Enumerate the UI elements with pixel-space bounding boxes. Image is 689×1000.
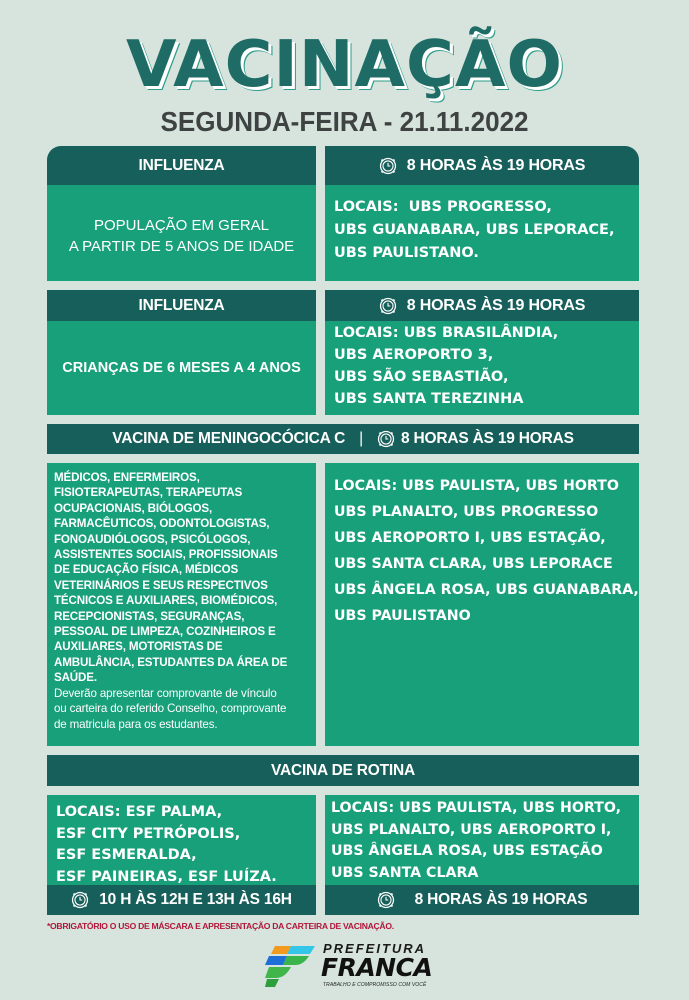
audience-line: FARMACÊUTICOS, ODONTOLOGISTAS, <box>54 517 270 531</box>
date-subtitle: SEGUNDA-FEIRA - 21.11.2022 <box>160 106 529 137</box>
location-line: ESF ESMERALDA, <box>56 847 197 863</box>
locations-label: LOCAIS: <box>334 478 398 494</box>
location-line: UBS PLANALTO, UBS AEROPORTO I, <box>331 821 612 838</box>
influenza-criancas-audience <box>47 321 316 415</box>
audience-line: SAÚDE. <box>54 671 97 685</box>
audience-line: FONOAUDIÓLOGOS, PSICÓLOGOS, <box>54 532 251 546</box>
influenza-criancas-locations <box>325 321 639 415</box>
location-line: ESF PALMA, <box>125 804 223 820</box>
audience-line: AUXILIARES, MOTORISTAS DE <box>54 640 223 654</box>
audience-line: TÉCNICOS E AUXILIARES, BIOMÉDICOS, <box>54 594 278 608</box>
locations-label: LOCAIS: <box>56 804 121 820</box>
influenza-criancas-schedule: 8 HORAS ÀS 19 HORAS <box>406 296 586 314</box>
influenza-geral-schedule: 8 HORAS ÀS 19 HORAS <box>406 156 586 174</box>
note-line: ou carteira do referido Conselho, comprovante <box>54 702 287 716</box>
audience-line: POPULAÇÃO EM GERAL <box>93 217 270 234</box>
rotina-right-locations <box>325 795 639 885</box>
location-line: UBS PAULISTANO <box>334 608 471 624</box>
location-line: UBS AEROPORTO 3, <box>334 347 494 363</box>
note-line: Deverão apresentar comprovante de vínculo <box>54 686 277 700</box>
audience-line: PESSOAL DE LIMPEZA, COZINHEIROS E <box>54 625 276 639</box>
influenza-geral-locations <box>325 185 639 281</box>
location-line: UBS SANTA TEREZINHA <box>334 391 524 407</box>
location-line: UBS PAULISTANO. <box>334 245 479 261</box>
location-line: UBS SANTA CLARA <box>331 864 479 881</box>
rotina-right-schedule: 8 HORAS ÀS 19 HORAS <box>414 891 588 908</box>
location-line: UBS AEROPORTO I, UBS ESTAÇÃO, <box>334 530 606 546</box>
audience-line: A PARTIR DE 5 ANOS DE IDADE <box>68 238 295 255</box>
influenza-geral-title: INFLUENZA <box>138 156 225 174</box>
influenza-criancas-title: INFLUENZA <box>138 296 225 314</box>
location-line: ESF CITY PETRÓPOLIS, <box>56 825 241 842</box>
meningococica-audience <box>47 463 316 746</box>
audience-line: ASSISTENTES SOCIAIS, PROFISSIONAIS <box>54 548 278 562</box>
location-line: UBS SÃO SEBASTIÃO, <box>334 369 509 385</box>
audience-line: DE EDUCAÇÃO FÍSICA, MÉDICOS <box>54 563 239 577</box>
location-line: UBS PROGRESSO, <box>408 199 552 215</box>
audience-line: OCUPACIONAIS, BIÓLOGOS, <box>54 501 213 515</box>
clock-icon <box>377 430 395 448</box>
influenza-geral-audience <box>47 185 316 281</box>
meningococica-note <box>54 686 309 732</box>
audience-line: VETERINÁRIOS E SEUS RESPECTIVOS <box>54 578 268 592</box>
location-line: UBS ÂNGELA ROSA, UBS GUANABARA, <box>334 582 639 598</box>
franca-flag-icon <box>265 942 317 988</box>
audience-line: AMBULÂNCIA, ESTUDANTES DA ÁREA DE <box>54 655 288 669</box>
location-line: UBS GUANABARA, UBS LEPORACE, <box>334 222 615 238</box>
locations-label: LOCAIS: <box>334 325 399 341</box>
location-line: ESF PAINEIRAS, ESF LUÍZA. <box>56 868 277 885</box>
mask-notice: *OBRIGATÓRIO O USO DE MÁSCARA E APRESENTAÇÃO DA CARTEIRA DE VACINAÇÃO. <box>47 921 394 931</box>
location-line: UBS SANTA CLARA, UBS LEPORACE <box>334 556 613 572</box>
logo-line2: FRANCA <box>321 953 433 982</box>
rotina-title-bar <box>47 755 639 786</box>
location-line: UBS PAULISTA, UBS HORTO, <box>399 800 621 816</box>
clock-icon <box>379 297 397 315</box>
clock-icon <box>71 891 89 909</box>
logo-tagline: TRABALHO E COMPROMISSO COM VOCÊ <box>323 982 427 988</box>
rotina-left-schedule: 10 H ÀS 12H E 13H ÀS 16H <box>99 891 292 908</box>
rotina-title: VACINA DE ROTINA <box>270 761 416 779</box>
prefeitura-franca-logo <box>265 940 435 992</box>
meningococica-title-bar <box>47 424 639 454</box>
locations-label: LOCAIS: <box>334 199 399 215</box>
locations-label: LOCAIS: <box>331 800 395 816</box>
rotina-left-schedule-bar <box>47 885 316 915</box>
influenza-criancas-title-bar <box>47 290 316 321</box>
clock-icon <box>379 157 397 175</box>
audience-line: CRIANÇAS DE 6 MESES A 4 ANOS <box>62 360 301 376</box>
meningococica-schedule: 8 HORAS ÀS 19 HORAS <box>401 430 574 447</box>
influenza-geral-schedule-bar <box>325 146 639 185</box>
location-line: UBS BRASILÂNDIA, <box>403 325 559 341</box>
separator: | <box>359 430 363 447</box>
location-line: UBS PAULISTA, UBS HORTO <box>402 478 619 494</box>
audience-line: MÉDICOS, ENFERMEIROS, <box>54 471 200 484</box>
rotina-right-schedule-bar <box>325 885 639 915</box>
audience-line: FISIOTERAPEUTAS, TERAPEUTAS <box>54 486 243 500</box>
meningococica-locations <box>325 463 639 746</box>
location-line: UBS ÂNGELA ROSA, UBS ESTAÇÃO <box>331 843 603 859</box>
logo-line1: PREFEITURA <box>323 941 427 956</box>
rotina-left-locations <box>47 795 316 885</box>
note-line: de matricula para os estudantes. <box>54 717 218 731</box>
page-title: VACINAÇÃO <box>125 28 564 102</box>
meningococica-title: VACINA DE MENINGOCÓCICA C <box>112 430 346 447</box>
influenza-criancas-schedule-bar <box>325 290 639 321</box>
location-line: UBS PLANALTO, UBS PROGRESSO <box>334 504 599 520</box>
audience-line: RECEPCIONISTAS, SEGURANÇAS, <box>54 609 245 623</box>
clock-icon <box>377 891 395 909</box>
influenza-geral-title-bar <box>47 146 316 185</box>
